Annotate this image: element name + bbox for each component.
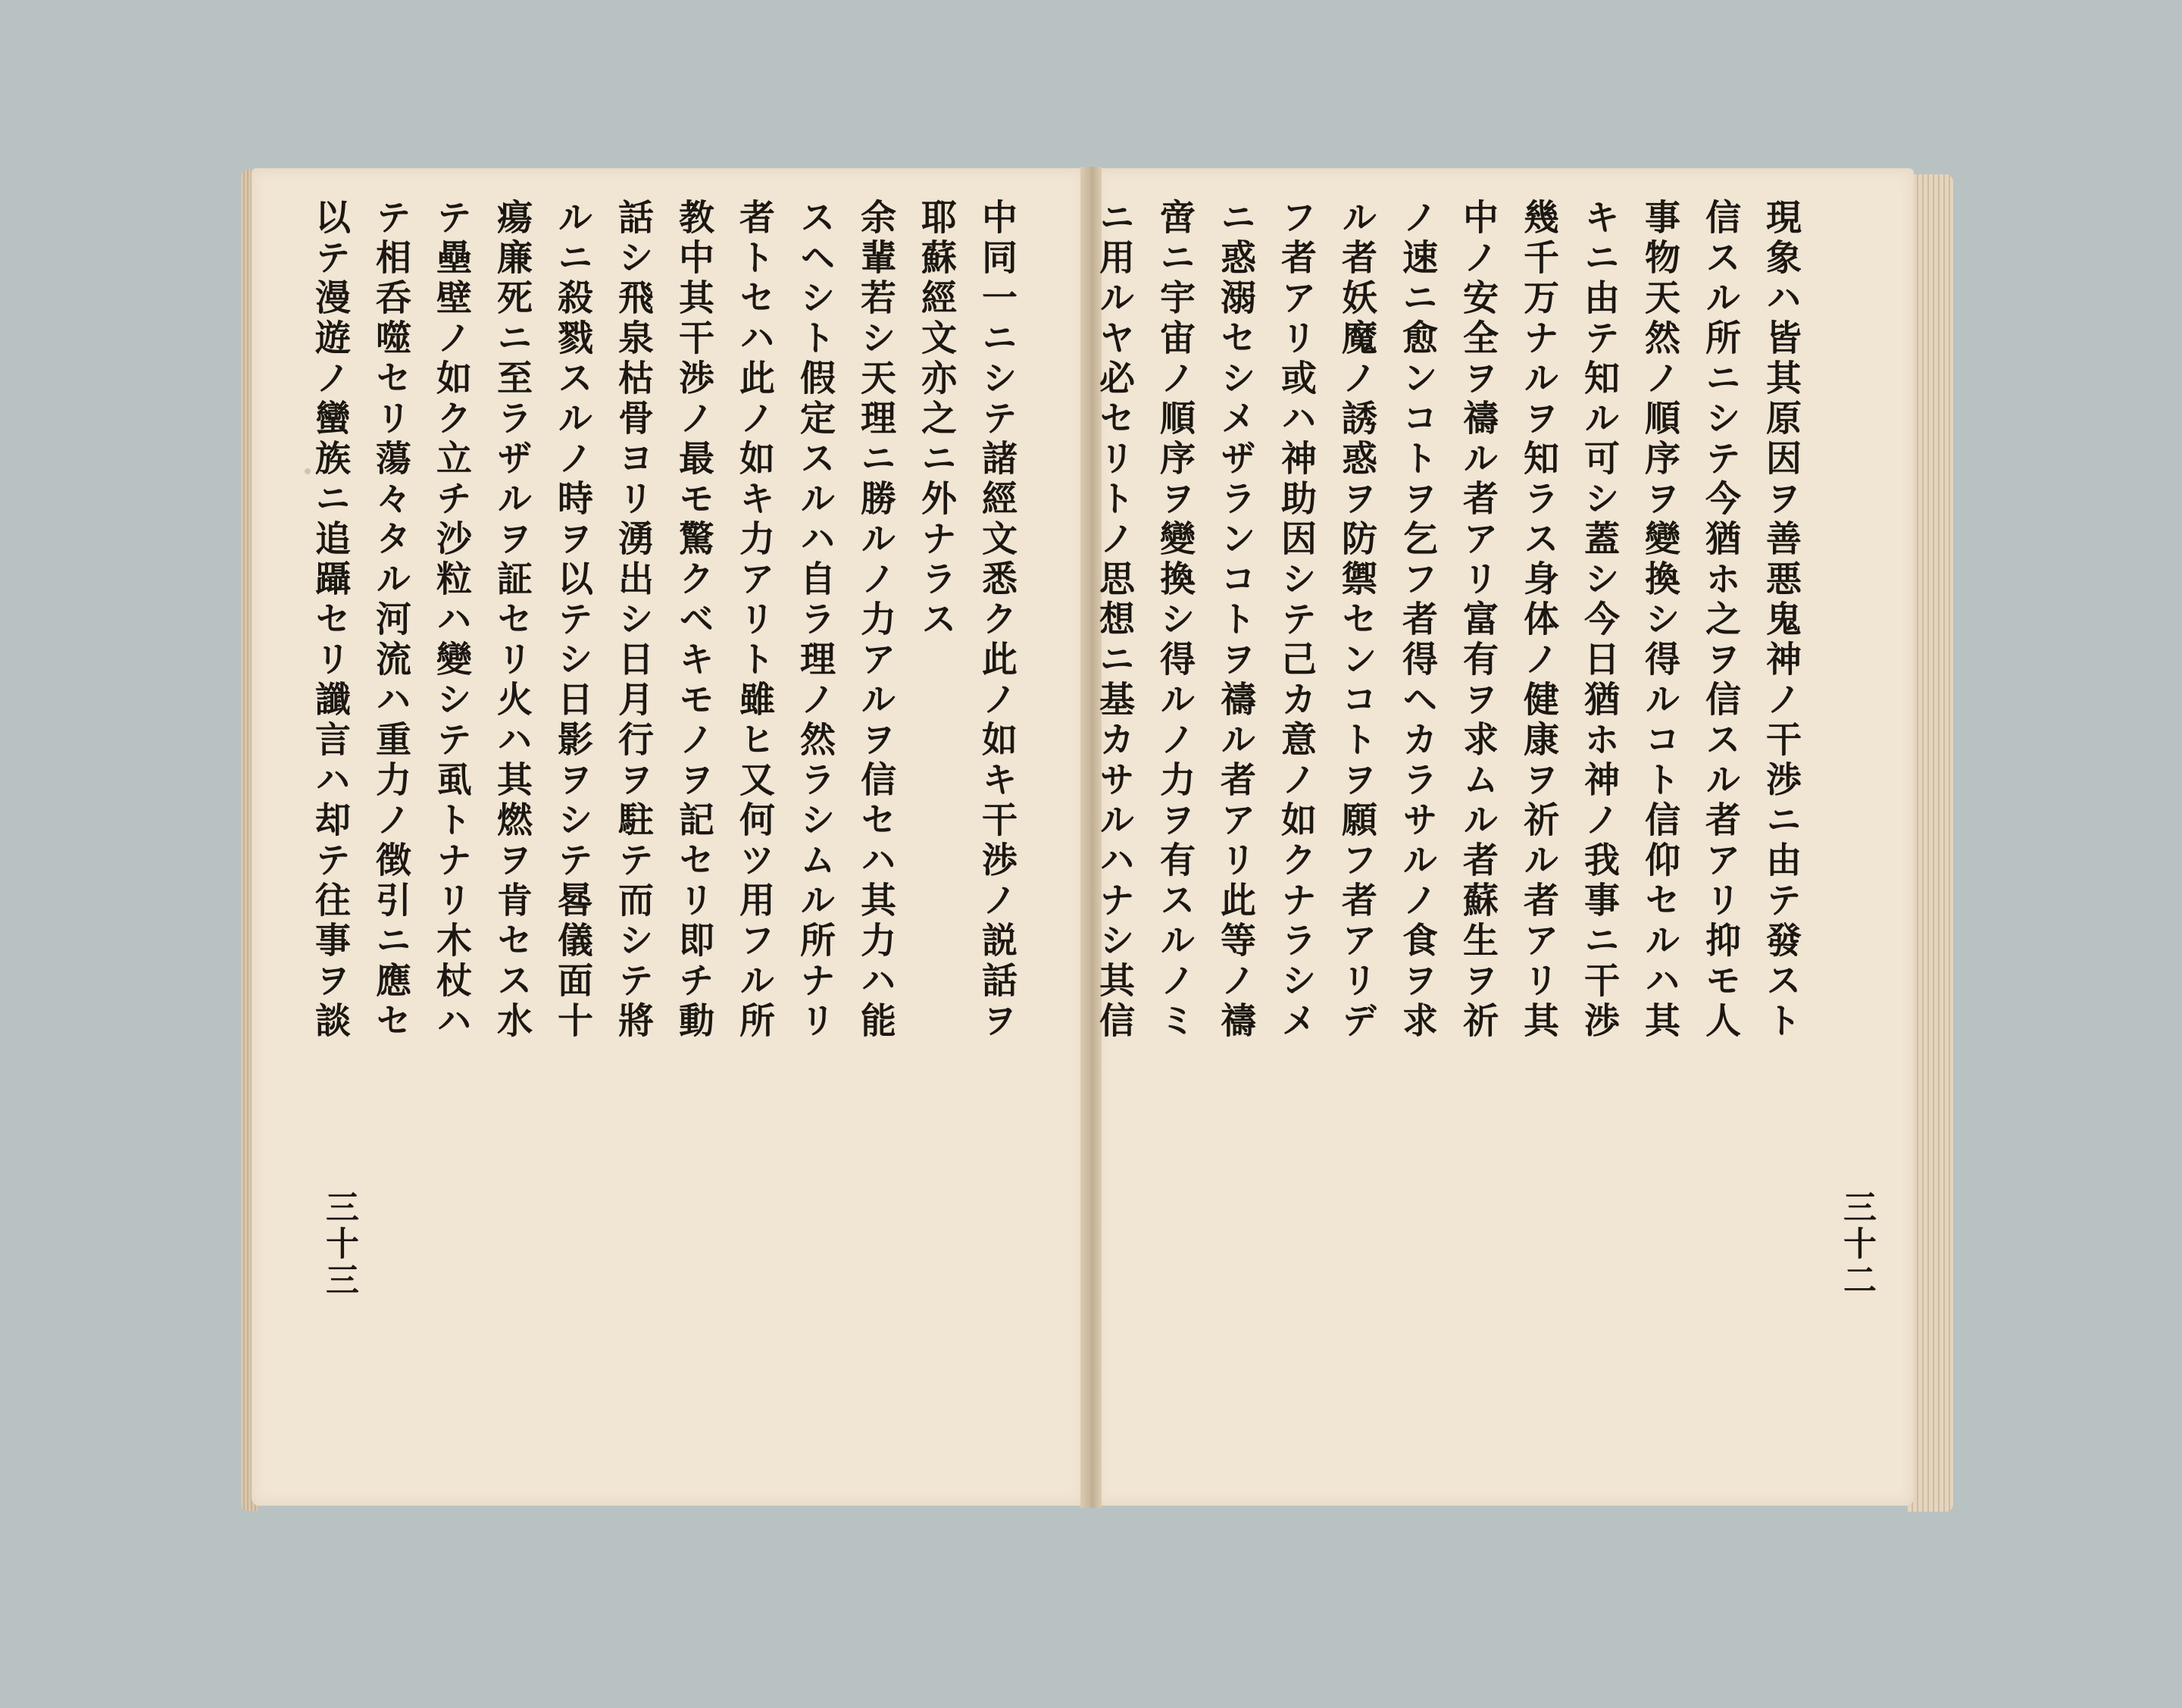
text-line: ニ用ルヤ必セリトノ思想ニ基カサルハナシ其信 [1093,199,1135,1042]
text-line: 瘍廉死ニ至ラザルヲ証セリ火ハ其燃ヲ肯セス水 [491,199,533,1042]
text-line: スヘシト假定スルハ自ラ理ノ然ラシムル所ナリ [794,199,836,1042]
text-line: 中同一ニシテ諸經文悉ク此ノ如キ干渉ノ説話ヲ [976,199,1018,1042]
text-line: 幾千万ナルヲ知ラス身体ノ健康ヲ祈ル者アリ其 [1518,199,1559,1042]
text-line: 啻ニ宇宙ノ順序ヲ變換シ得ルノ力ヲ有スルノミ [1154,199,1196,1042]
right-page-edges [1908,174,1953,1512]
text-line: 中ノ安全ヲ禱ル者アリ富有ヲ求ムル者蘇生ヲ祈 [1457,199,1499,1042]
text-line: フ者アリ或ハ神助因シテ己カ意ノ如クナラシメ [1275,199,1317,1042]
right-page-number: 三十二 [1837,1190,1876,1299]
text-line: ノ速ニ愈ンコトヲ乞フ者得ヘカラサルノ食ヲ求 [1396,199,1438,1042]
text-line: テ相呑噬セリ蕩々タル河流ハ重力ノ徴引ニ應セ [370,199,411,1042]
text-line: 耶蘇經文亦之ニ外ナラス [915,199,957,640]
text-line: ル者妖魔ノ誘惑ヲ防禦センコトヲ願フ者アリデ [1336,199,1377,1042]
text-line: 事物天然ノ順序ヲ變換シ得ルコト信仰セルハ其 [1639,199,1680,1042]
text-line: 者トセハ此ノ如キ力アリト雖ヒ又何ツ用フル所 [733,199,775,1042]
text-line: ルニ殺戮スルノ時ヲ以テシ日影ヲシテ晷儀面十 [552,199,593,1042]
text-line: 話シ飛泉枯骨ヨリ湧出シ日月行ヲ駐テ而シテ將 [612,199,654,1042]
text-line: 教中其干渉ノ最モ驚クベキモノヲ記セリ即チ動 [673,199,714,1042]
text-line: 信スル所ニシテ今猶ホ之ヲ信スル者アリ抑モ人 [1699,199,1741,1042]
text-line: 余輩若シ天理ニ勝ルノ力アルヲ信セハ其力ハ能 [855,199,896,1042]
left-page-number: 三十三 [320,1190,358,1299]
text-line: 以テ漫遊ノ蠻族ニ追躡セリ讖言ハ却テ往事ヲ談 [309,199,351,1042]
left-page-text [163,199,1027,1456]
text-line: ニ惑溺セシメザランコトヲ禱ル者アリ此等ノ禱 [1214,199,1256,1042]
text-line: 現象ハ皆其原因ヲ善悪鬼神ノ干渉ニ由テ發スト [1760,199,1802,1042]
right-page-text [1023,199,1811,1456]
text-line: テ壘壁ノ如ク立チ沙粒ハ變シテ虱トナリ木杖ハ [430,199,472,1042]
text-line: キニ由テ知ル可シ蓋シ今日猶ホ神ノ我事ニ干渉 [1578,199,1620,1042]
